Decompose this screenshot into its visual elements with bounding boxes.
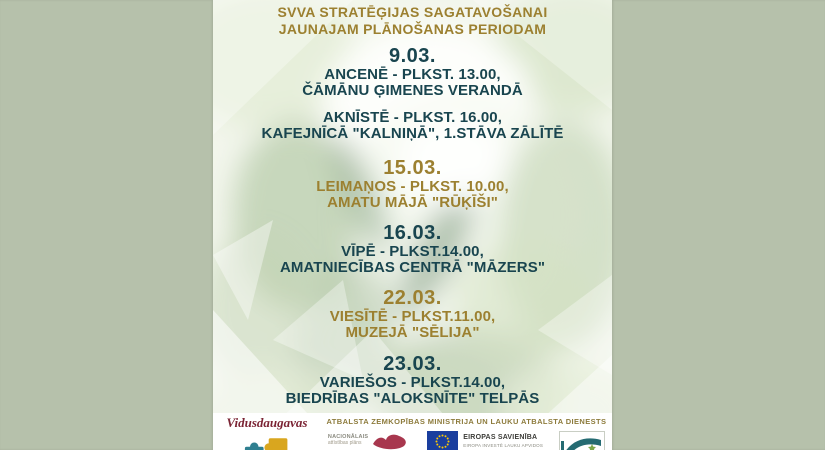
poster (213, 0, 612, 450)
event-place-time: VIESĪTĒ - PLKST.11.00, (329, 308, 496, 325)
event-venue: ČĀMĀNU ĢIMENES VERANDĀ (302, 82, 523, 99)
right-margin-panel (612, 0, 825, 450)
event-venue: MUZEJĀ "SĒLIJA" (345, 324, 480, 341)
event-date: 16.03. (383, 222, 442, 244)
vidusdaugavas-logo (213, 413, 321, 450)
left-margin-panel (0, 0, 213, 450)
lauku-atbalsta-dienests-logo-icon (559, 431, 605, 450)
event-venue: AMATNIECĪBAS CENTRĀ "MĀZERS" (279, 259, 546, 276)
event-block-viesite (213, 288, 612, 341)
event-place-time: AKNĪSTĒ - PLKST. 16.00, (322, 109, 502, 126)
event-place-time: VĪPĒ - PLKST.14.00, (341, 243, 484, 260)
poster-subtitle (213, 4, 612, 38)
subtitle-line-2: JAUNAJAM PLĀNOŠANAS PERIODAM (278, 21, 547, 37)
subtitle-line-1: SVVA STRATĒĢIJAS SAGATAVOŠANAI (277, 4, 548, 20)
event-block-akniste (213, 110, 612, 142)
nap-logo-text (328, 431, 368, 446)
support-statement: ATBALSTA ZEMKOPĪBAS MINISTRIJA UN LAUKU ATBALSTA DIENESTS (326, 417, 607, 426)
schedule-content (213, 0, 612, 407)
eu-sublabel: EIROPA INVESTĒ LAUKU APVIDOS (463, 443, 544, 448)
puzzle-pieces-icon (238, 434, 296, 450)
nap-line-1: NACIONĀLAIS (327, 434, 369, 440)
nacionalais-attistibas-plans-logo (328, 431, 411, 450)
latvia-map-icon (371, 431, 411, 450)
event-block-leimani (213, 158, 612, 211)
eu-flag-icon (427, 431, 458, 450)
event-date: 22.03. (383, 287, 442, 309)
event-venue: AMATU MĀJĀ "RŪĶĪŠI" (327, 194, 498, 211)
footer-logo-row (321, 431, 612, 450)
eiropas-savieniba-logo (427, 431, 543, 450)
nap-line-2: attīstības plāns (327, 440, 362, 446)
event-date: 23.03. (383, 353, 442, 375)
event-date: 9.03. (389, 45, 436, 67)
event-date: 15.03. (383, 157, 442, 179)
event-place-time: LEIMAŅOS - PLKST. 10.00, (316, 178, 509, 195)
event-block-ancene (213, 46, 612, 99)
event-venue: BIEDRĪBAS "ALOKSNĪTE" TELPĀS (285, 390, 540, 407)
event-venue: KAFEJNĪCĀ "KALNIŅĀ", 1.STĀVA ZĀLĪTĒ (261, 125, 564, 142)
event-place-time: VARIEŠOS - PLKST.14.00, (319, 374, 506, 391)
event-place-time: ANCENĒ - PLKST. 13.00, (324, 66, 501, 83)
eu-label: EIROPAS SAVIENĪBA (463, 434, 538, 441)
footer-bar (213, 413, 612, 450)
vidusdaugavas-wordmark: Vidusdaugavas (226, 415, 308, 430)
eu-logo-text (463, 431, 543, 448)
event-block-variesi (213, 354, 612, 407)
footer-support-section (321, 413, 612, 450)
event-block-vipe (213, 223, 612, 276)
